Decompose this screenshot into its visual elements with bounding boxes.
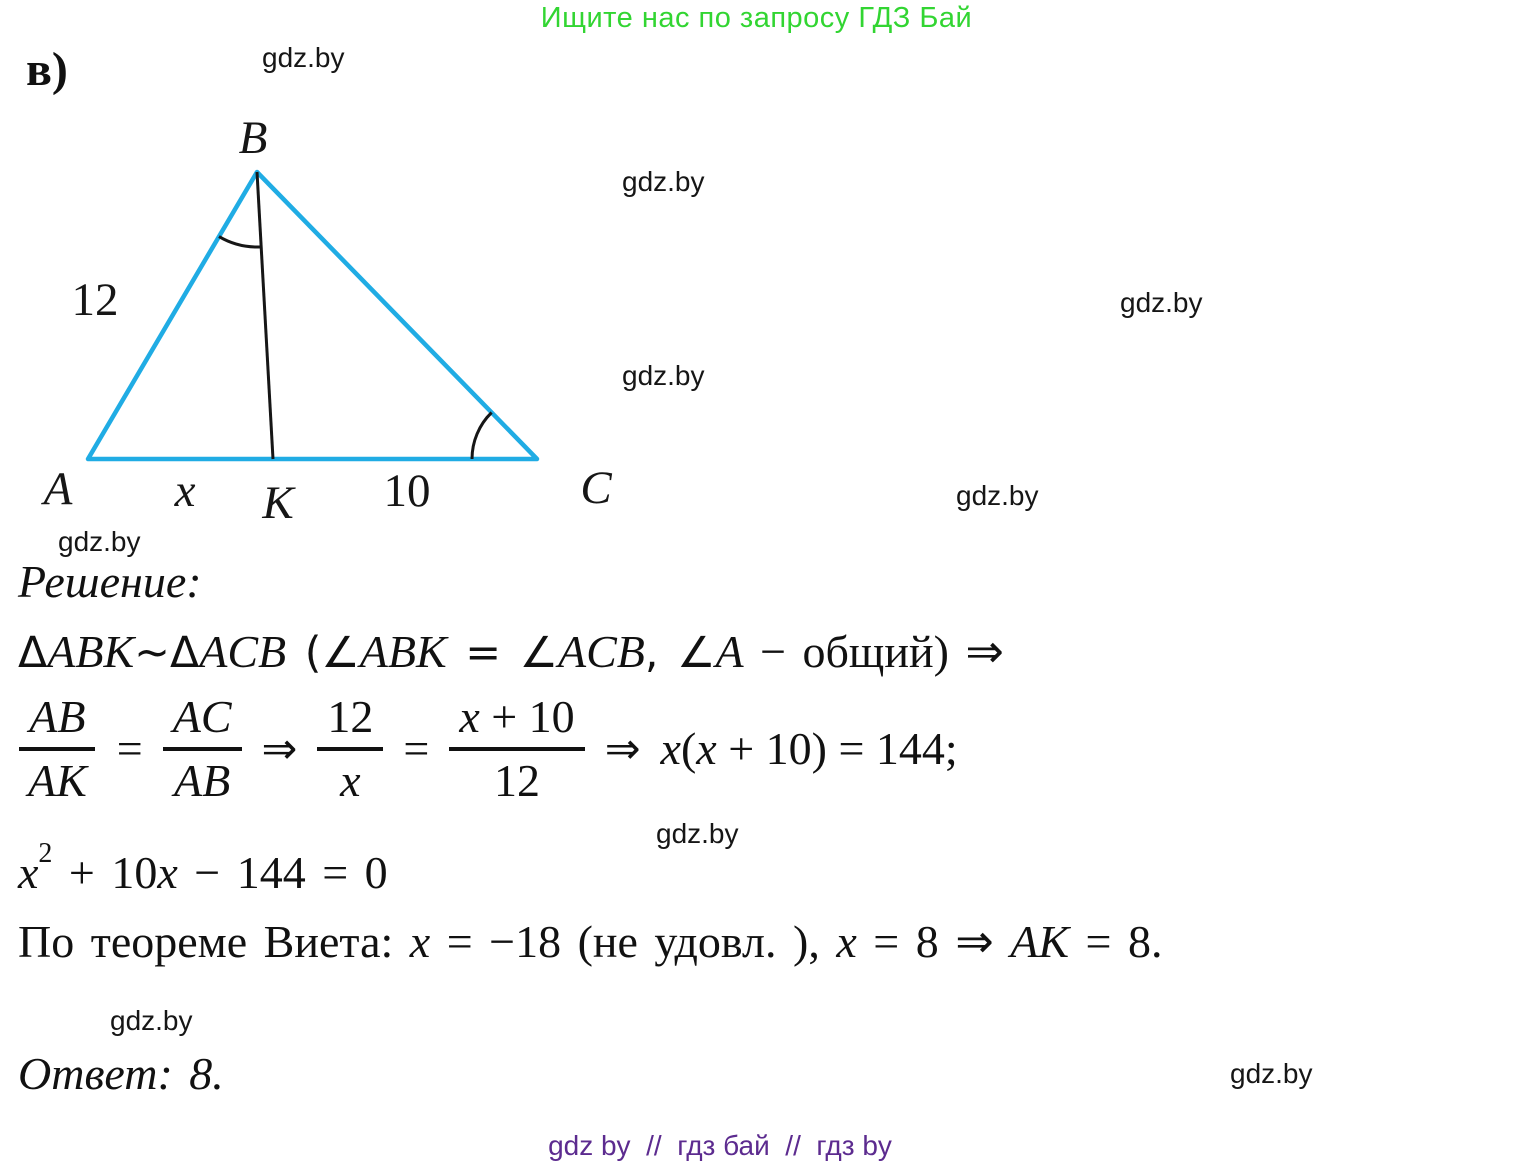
implies-arrow: ⇒ [604,723,641,774]
equation-tail: x(x + 10) = 144; [660,723,958,775]
proportion-line [18,693,958,806]
segment-label-ak: x [174,465,196,517]
delta-symbol: Δ [18,628,48,678]
point-label-k: K [262,477,294,529]
vieta-line: По теореме Виета: x = −18 (не удовл. ), x = 8 ⇒ AK = 8. [18,916,1163,967]
problem-label: в) [26,43,68,96]
implies-arrow: ⇒ [261,723,298,774]
segment-label-kc: 10 [383,465,431,517]
watermark: gdz.by [110,1005,193,1036]
quadratic-line: $x^2 + 10x - 144 = 0$ [18,838,388,898]
exponent: 2 [38,838,53,869]
fraction-ac-ab: $\frac{AC}{AB}$ [163,693,242,806]
green-banner: Ищите нас по запросу ГДЗ Бай [540,2,973,34]
triangle-outline [88,172,537,459]
angle-arc-b [219,237,261,247]
vertex-label-a: A [43,463,73,515]
watermark: gdz.by [1230,1058,1313,1089]
vertex-label-c: C [580,462,612,514]
solution-heading: Решение: [18,556,202,607]
vertex-label-b: B [238,112,268,164]
watermark: gdz.by [622,360,705,391]
side-label-ab: 12 [71,274,119,326]
watermark: gdz.by [58,526,141,557]
watermark: gdz.by [956,480,1039,511]
equals-sign: = [116,723,143,775]
watermark: gdz.by [622,166,705,197]
angle-arc-c [472,413,492,460]
watermark: gdz.by [262,42,345,73]
watermark: gdz.by [1120,287,1203,318]
equals-sign: = [403,723,430,775]
cevian-bk [257,172,273,459]
similarity-line: ΔABK~ΔACB (∠ABK = ∠ACB, ∠A − общий) ⇒ [18,626,1004,678]
geometry-diagram [0,0,660,560]
answer-line: Ответ: 8. [18,1048,224,1099]
footer-tagline: gdz by // гдз бай // гдз by [548,1130,892,1161]
fraction-ab-ak: $\frac{AB}{AK}$ [18,693,97,806]
fraction-12-x: $\frac{12}{x}$ [317,693,383,806]
watermark: gdz.by [656,818,739,849]
fraction-x10-12: $\frac{x + 10}{12}$ [449,693,584,806]
